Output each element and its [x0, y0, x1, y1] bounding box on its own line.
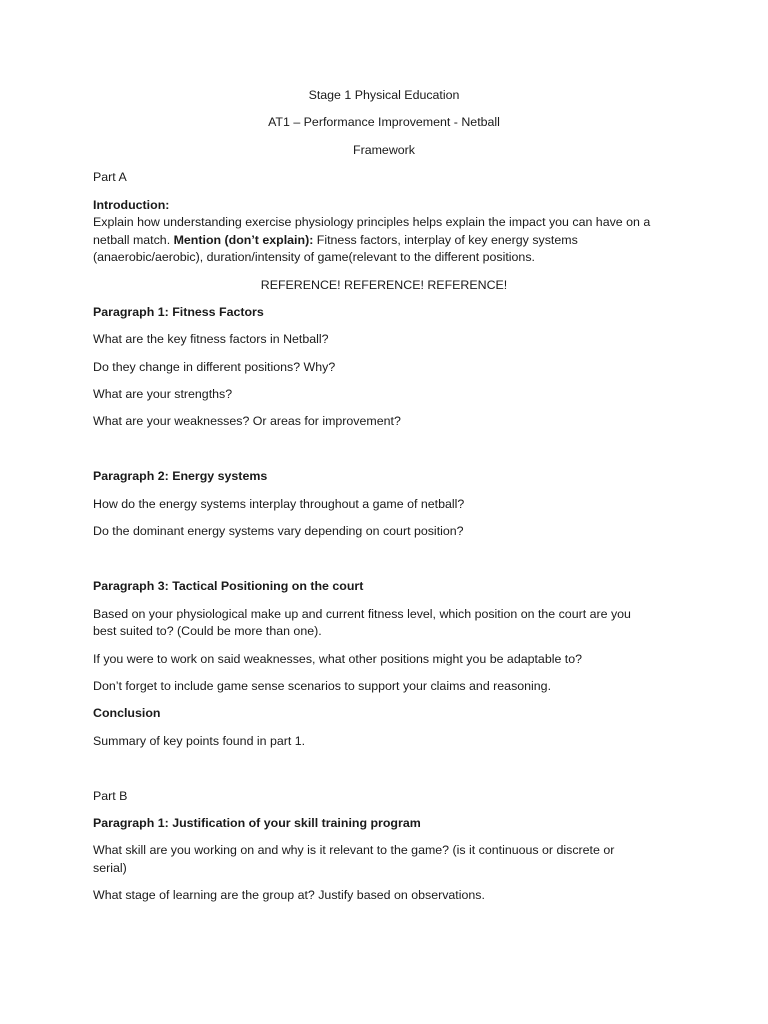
document-title: Stage 1 Physical Education [308, 88, 460, 102]
paragraph-3-question-1-line-2: best suited to? (Could be more than one). [93, 624, 322, 638]
introduction-line-3: (anaerobic/aerobic), duration/intensity of game(relevant to the different positions. [93, 250, 535, 264]
conclusion-text: Summary of key points found in part 1. [93, 734, 306, 748]
paragraph-2-question-1: How do the energy systems interplay throughout a game of netball? [93, 497, 465, 511]
framework-label: Framework [353, 143, 415, 157]
paragraph-2-question-2: Do the dominant energy systems vary depending on court position? [93, 524, 464, 538]
mention-label: Mention (don’t explain): [173, 233, 314, 247]
introduction-line-2 [93, 232, 578, 249]
part-b-question-2: What stage of learning are the group at? Justify based on observations. [93, 888, 485, 902]
part-b-paragraph-1-heading: Paragraph 1: Justification of your skill training program [93, 816, 421, 830]
introduction-line-2-end: Fitness factors, interplay of key energy systems [313, 233, 578, 247]
part-a-heading: Part A [93, 170, 127, 184]
part-b-question-1-line-2: serial) [93, 861, 127, 875]
paragraph-3-question-1-line-1: Based on your physiological make up and current fitness level, which position on the court are you [93, 607, 631, 621]
paragraph-1-question-4: What are your weaknesses? Or areas for improvement? [93, 414, 401, 428]
paragraph-1-heading: Paragraph 1: Fitness Factors [93, 305, 264, 319]
part-b-heading: Part B [93, 789, 128, 803]
paragraph-2-heading: Paragraph 2: Energy systems [93, 469, 268, 483]
paragraph-3-heading: Paragraph 3: Tactical Positioning on the court [93, 579, 364, 593]
part-b-question-1-line-1: What skill are you working on and why is it relevant to the game? (is it continuous or discrete or [93, 843, 615, 857]
introduction-line-2-start: netball match. [93, 233, 174, 247]
paragraph-1-question-2: Do they change in different positions? Why? [93, 360, 336, 374]
paragraph-1-question-3: What are your strengths? [93, 387, 233, 401]
introduction-line-1: Explain how understanding exercise physiology principles helps explain the impact you can have on a [93, 215, 651, 229]
paragraph-3-question-2: If you were to work on said weaknesses, what other positions might you be adaptable to? [93, 652, 583, 666]
document-subtitle: AT1 – Performance Improvement - Netball [268, 115, 500, 129]
reference-reminder: REFERENCE! REFERENCE! REFERENCE! [260, 278, 508, 292]
conclusion-heading: Conclusion [93, 706, 161, 720]
introduction-heading: Introduction: [93, 198, 170, 212]
paragraph-1-question-1: What are the key fitness factors in Netball? [93, 332, 329, 346]
paragraph-3-question-3: Don’t forget to include game sense scenarios to support your claims and reasoning. [93, 679, 552, 693]
